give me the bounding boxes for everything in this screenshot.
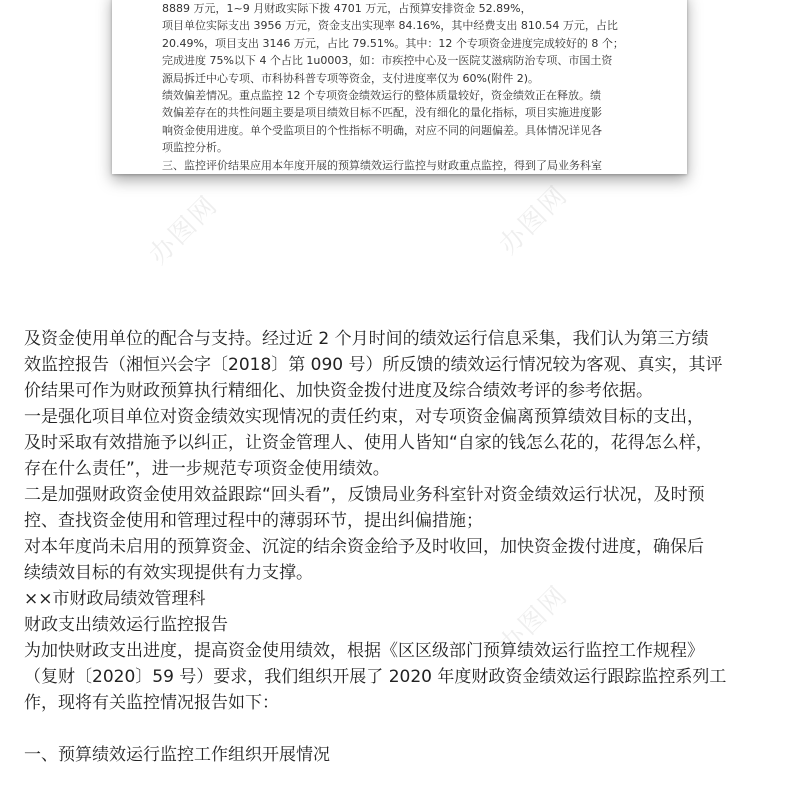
paper-line: 效偏差存在的共性问题主要是项目绩效目标不匹配，没有细化的量化指标，项目实施进度影 [162, 106, 602, 120]
document-preview-card [112, 0, 687, 174]
paper-line: 源局拆迁中心专项、市科协科普专项等资金，支付进度率仅为 60%(附件 2)。 [162, 71, 540, 85]
body-line: 二是加强财政资金使用效益跟踪“回头看”，反馈局业务科室针对资金绩效运行状况，及时预 [24, 485, 705, 505]
paper-line: 绩效偏差情况。重点监控 12 个专项资金绩效运行的整体质量较好，资金绩效正在释放。绩 [162, 89, 601, 103]
signature-line: ××市财政局绩效管理科 [24, 589, 206, 609]
preview-area [0, 0, 800, 250]
report-title: 财政支出绩效运行监控报告 [24, 615, 228, 635]
blank-line [24, 716, 784, 742]
body-line: 及资金使用单位的配合与支持。经过近 2 个月时间的绩效运行信息采集，我们认为第三方绩 [24, 329, 709, 349]
body-line: （复财〔2020〕59 号）要求，我们组织开展了 2020 年度财政资金绩效运行跟踪监控系列工 [24, 667, 727, 687]
watermark: 办图网 [493, 579, 575, 661]
paper-line: 项监控分析。 [162, 141, 228, 155]
body-line: 作，现将有关监控情况报告如下： [24, 693, 279, 713]
body-line: 一是强化项目单位对资金绩效实现情况的责任约束，对专项资金偏离预算绩效目标的支出， [24, 407, 704, 427]
body-line: 及时采取有效措施予以纠正，让资金管理人、使用人皆知“自家的钱怎么花的，花得怎么样， [24, 433, 713, 453]
paper-line: 8889 万元，1~9 月财政实际下拨 4701 万元，占预算安排资金 52.89%， [162, 2, 532, 15]
paper-line: 完成进度 75%以下 4 个占比 1u0003，如：市疾控中心及一医院艾滋病防治专项、市国土资 [162, 54, 613, 68]
body-line: 价结果可作为财政预算执行精细化、加快资金拨付进度及综合绩效考评的参考依据。 [24, 381, 653, 401]
paper-line: 20.49%，项目支出 3146 万元，占比 79.51%。其中：12 个专项资金进度完成较好的 8 个； [162, 36, 624, 50]
body-line: 为加快财政支出进度，提高资金使用绩效，根据《区区级部门预算绩效运行监控工作规程》 [24, 641, 704, 661]
body-line: 对本年度尚未启用的预算资金、沉淀的结余资金给予及时收回，加快资金拨付进度，确保后 [24, 537, 704, 557]
document-body [24, 326, 784, 768]
body-line: 存在什么责任”，进一步规范专项资金使用绩效。 [24, 459, 390, 479]
paper-line: 三、监控评价结果应用本年度开展的预算绩效运行监控与财政重点监控，得到了局业务科室 [162, 158, 602, 172]
body-line: 效监控报告（湘恒兴会字〔2018〕第 090 号）所反馈的绩效运行情况较为客观、真实，其评 [24, 355, 723, 375]
body-line: 续绩效目标的有效实现提供有力支撑。 [24, 563, 313, 583]
body-line: 控、查找资金使用和管理过程中的薄弱环节，提出纠偏措施； [24, 511, 483, 531]
paper-line: 项目单位实际支出 3956 万元，资金支出实现率 84.16%，其中经费支出 810.54 万元，占比 [162, 19, 618, 33]
section-heading: 一、预算绩效运行监控工作组织开展情况 [24, 745, 330, 765]
paper-line: 响资金使用进度。单个受监项目的个性指标不明确，对应不同的问题偏差。具体情况详见各 [162, 123, 602, 137]
